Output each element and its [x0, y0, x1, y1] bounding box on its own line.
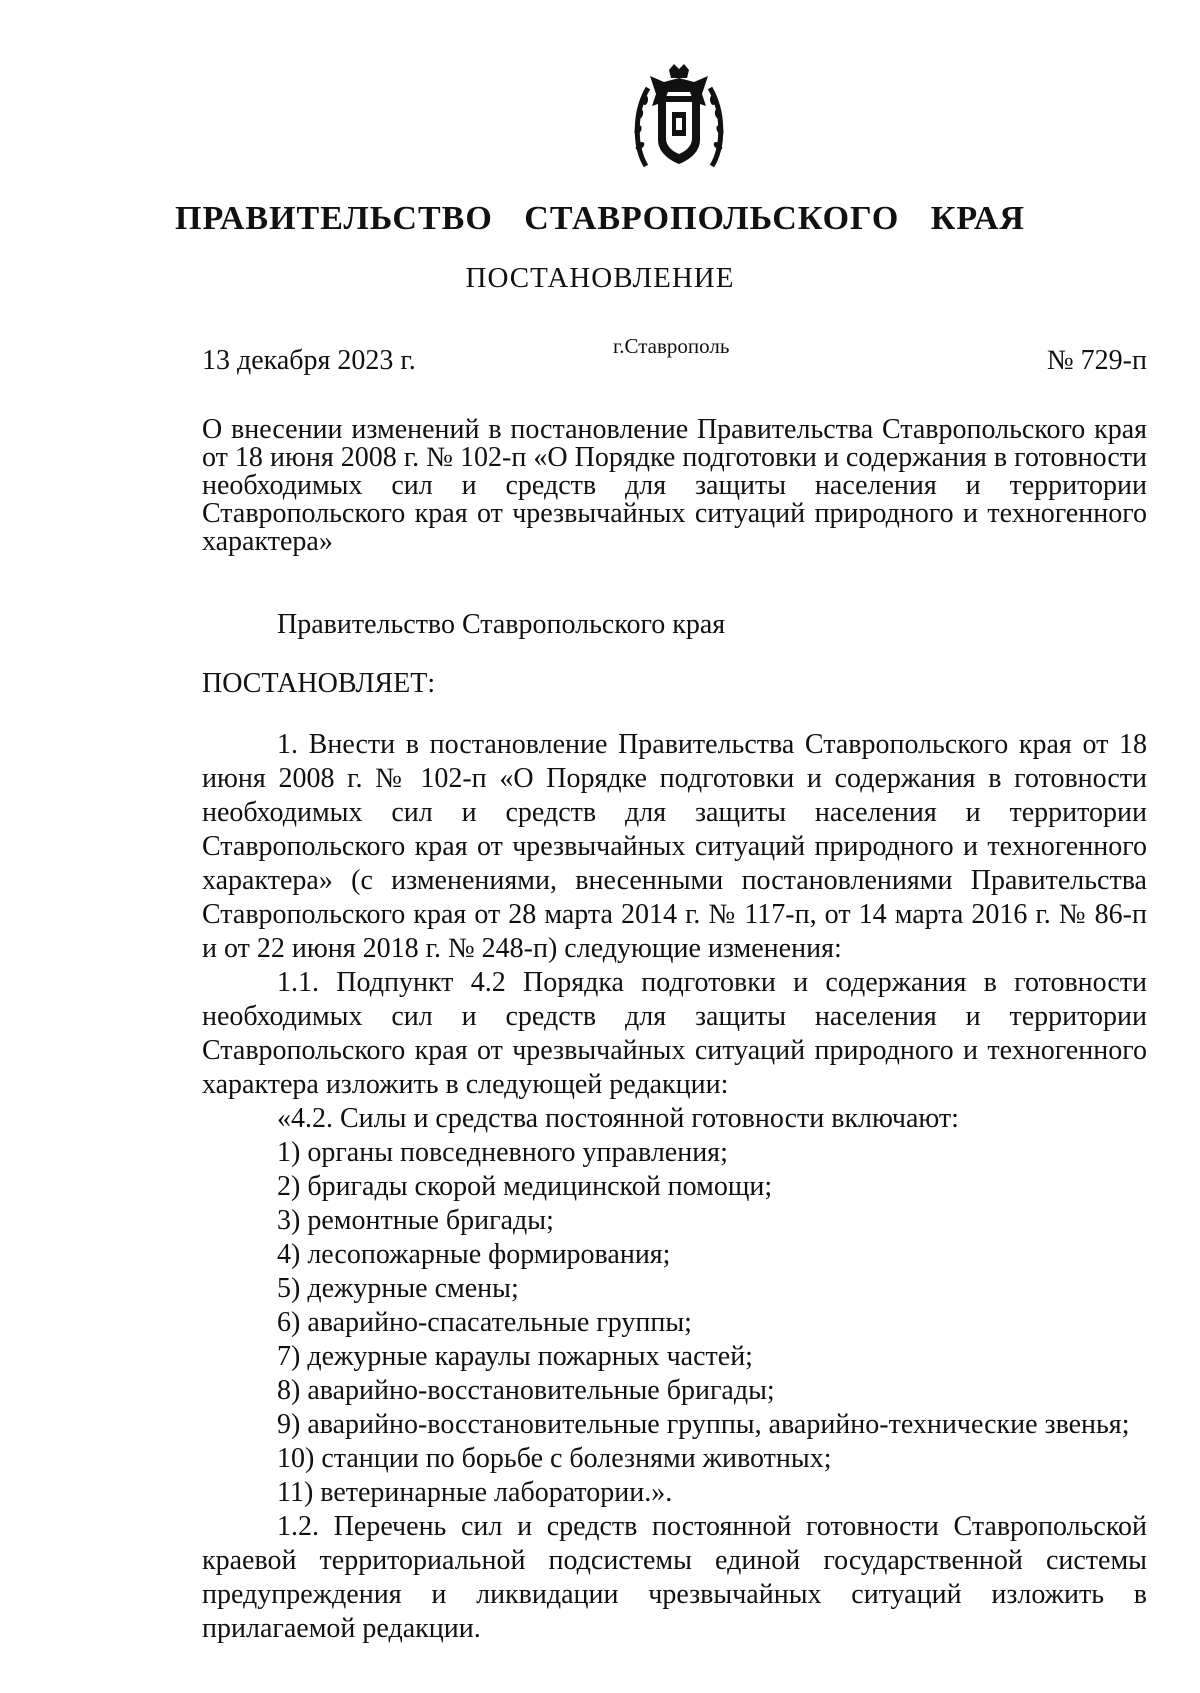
document-city: г.Ставрополь: [613, 334, 730, 358]
paragraph: 1.1. Подпункт 4.2 Порядка подготовки и содержания в готовности необходимых сил и средств для защиты населения и территории Ставропольского края от чрезвычайных ситуаций природного и техногенного характера изложить в следующей редакции:: [202, 967, 1147, 1100]
list-item: 4) лесопожарные формирования;: [277, 1239, 671, 1270]
document-body: [202, 728, 1147, 1646]
paragraph: 1.2. Перечень сил и средств постоянной готовности Ставропольской краевой территориальной подсистемы единой государственной системы предупреждения и ликвидации чрезвычайных ситуаций изложить в прилагаемой редакции.: [202, 1511, 1147, 1644]
list-intro: «4.2. Силы и средства постоянной готовности включают:: [277, 1103, 959, 1134]
document-number: № 729-п: [1046, 345, 1147, 376]
document-type: ПОСТАНОВЛЕНИЕ: [465, 262, 735, 294]
list-item: 11) ветеринарные лаборатории.».: [277, 1477, 673, 1508]
document-subject: О внесении изменений в постановление Правительства Ставропольского края от 18 июня 2008 г. № 102-п «О Порядке подготовки и содержания в готовности необходимых сил и средств для защиты населения и территории Ставропольского края от чрезвычайных ситуаций природного и техногенного характера»: [202, 414, 1147, 557]
document-date: 13 декабря 2023 г.: [202, 345, 416, 376]
list-item: 7) дежурные караулы пожарных частей;: [277, 1341, 753, 1372]
list-item: 10) станции по борьбе с болезнями животных;: [277, 1443, 832, 1474]
list-item: 8) аварийно-восстановительные бригады;: [277, 1375, 775, 1406]
decree-word: ПОСТАНОВЛЯЕТ:: [202, 668, 436, 699]
paragraph: 1. Внести в постановление Правительства Ставропольского края от 18 июня 2008 г. № 102-п «О Порядке подготовки и содержания в готовности необходимых сил и средств для защиты населения и территории Ставропольского края от чрезвычайных ситуаций природного и техногенного характера» (с изменениями, внесенными постановлениями Правительства Ставропольского края от 28 марта 2014 г. № 117-п, от 14 марта 2016 г. № 86-п и от 22 июня 2018 г. № 248-п) следующие изменения:: [202, 729, 1147, 964]
list-item: 2) бригады скорой медицинской помощи;: [277, 1171, 773, 1202]
coat-of-arms-icon: [632, 62, 726, 170]
government-line: [202, 608, 1147, 642]
list-item: 1) органы повседневного управления;: [277, 1137, 728, 1168]
government-title: ПРАВИТЕЛЬСТВО СТАВРОПОЛЬСКОГО КРАЯ: [175, 200, 1025, 237]
list-item: 5) дежурные смены;: [277, 1273, 519, 1304]
list-item: 3) ремонтные бригады;: [277, 1205, 554, 1236]
list-item: 9) аварийно-восстановительные группы, аварийно-технические звенья;: [277, 1409, 1130, 1440]
government-line-text: Правительство Ставропольского края: [277, 609, 726, 640]
list-item: 6) аварийно-спасательные группы;: [277, 1307, 692, 1338]
